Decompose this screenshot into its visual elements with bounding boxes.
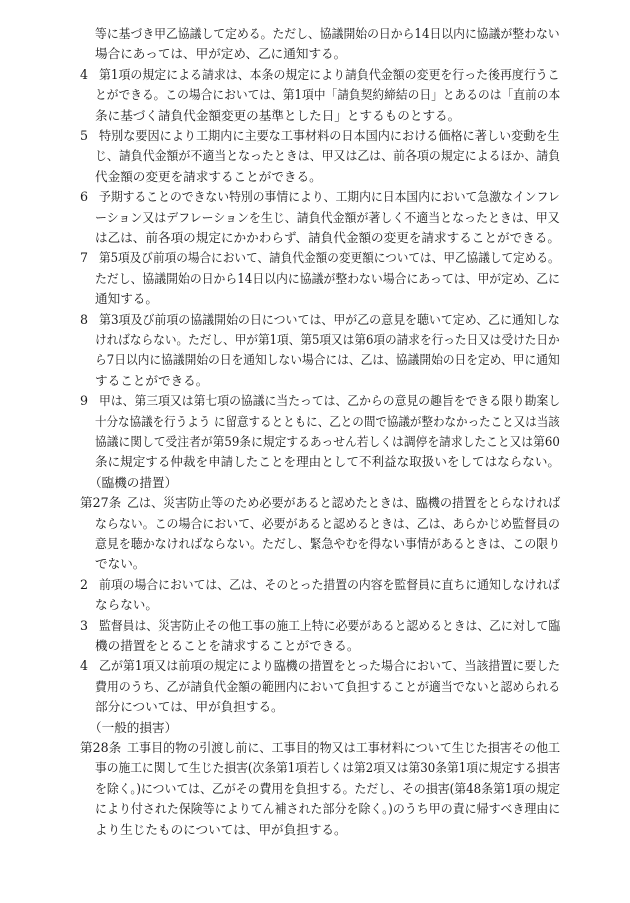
paragraph-number: 2 [80, 576, 89, 592]
text-line: 十分な協議を行うよう に留意するとともに、乙との間で協議が整わなかったこと又は当該 [95, 413, 560, 429]
text-line: 機の措置をとることを請求することができる。 [95, 638, 360, 653]
text-line: 予期することのできない特別の事情により、工期内に日本国内において急激なインフレ [99, 189, 560, 205]
text-line: 費用のうち、乙が請負代金額の範囲内において負担することが適当でないと認められる [95, 678, 561, 694]
text-line: により付された保険等によりてん補された部分を除く。)のうち甲の責に帰すべき理由に [95, 801, 561, 817]
text-line: じ、請負代金額が不適当となったときは、甲又は乙は、前各項の規定によるほか、請負 [95, 148, 561, 164]
text-line: ら7日以内に協議開始の日を通知しない場合には、乙は、協議開始の日を定め、甲に通知 [95, 352, 560, 368]
paragraph-number: 6 [80, 189, 89, 205]
text-line: 意見を聴かなければならない。ただし、緊急やむを得ない事情があるときは、この限り [95, 536, 561, 551]
paragraph-number: 5 [80, 128, 89, 143]
text-line: を除く。)については、乙がその費用を負担する。ただし、その損害(第48条第1項の規定 [95, 780, 561, 796]
text-line: 条に規定する仲裁を申請したことを理由として不利益な取扱いをしてはならない。 [95, 454, 560, 470]
text-line: 甲は、第三項又は第七項の協議に当たっては、乙からの意見の趣旨をできる限り勘案し [99, 393, 561, 409]
text-line: ただし、協議開始の日から14日以内に協議が整わない場合にあっては、甲が定め、乙に [95, 270, 560, 286]
text-line: 等に基づき甲乙協議して定める。ただし、協議開始の日から14日以内に協議が整わない [95, 26, 560, 41]
text-line: より生じたものについては、甲が負担する。 [95, 821, 347, 837]
text-line: 代金額の変更を請求することができる。 [95, 168, 322, 184]
article-heading: （一般的損害） [89, 719, 178, 735]
article-label: 第28条 [80, 740, 122, 755]
text-line: 乙が第1項又は前項の規定により臨機の措置をとった場合において、当該措置に要した [99, 658, 561, 674]
text-line: でない。 [95, 556, 146, 572]
text-line: 特別な要因により工期内に主要な工事材料の日本国内における価格に著しい変動を生 [99, 128, 560, 143]
article-label: 第27条 [80, 495, 122, 511]
text-line: ければならない。ただし、甲が第1項、第5項又は第6項の請求を行った日又は受けた日か [95, 332, 560, 347]
text-line: は乙は、前各項の規定にかかわらず、請負代金額の変更を請求することができる。 [95, 230, 560, 245]
paragraph-number: 3 [80, 617, 89, 633]
text-line: 部分については、甲が負担する。 [95, 699, 284, 715]
text-line: 工事目的物の引渡し前に、工事目的物又は工事材料について生じた損害その他工 [127, 740, 561, 755]
text-line: 事の施工に関して生じた損害(次条第1項若しくは第2項又は第30条第1項に規定する損害 [95, 760, 561, 776]
text-line: 乙は、災害防止等のため必要があると認めたときは、臨機の措置をとらなければ [127, 495, 561, 511]
paragraph-number: 8 [80, 311, 89, 327]
paragraph-number: 4 [80, 658, 89, 674]
text-line: とができる。この場合においては、第1項中「請負契約締結の日」とあるのは「直前の本 [95, 87, 561, 103]
text-line: 第5項及び前項の場合において、請負代金額の変更額については、甲乙協議して定める。 [99, 250, 560, 266]
text-line: ならない。 [95, 597, 158, 613]
text-line: 条に基づく請負代金額変更の基準とした日」とするものとする。 [95, 107, 461, 123]
text-line: することができる。 [95, 372, 209, 388]
text-line: 場合にあっては、甲が定め、乙に通知する。 [95, 46, 347, 62]
text-line: ーション又はデフレーションを生じ、請負代金額が著しく不適当となったときは、甲又 [95, 209, 560, 225]
text-line: 前項の場合においては、乙は、そのとった措置の内容を監督員に直ちに通知しなければ [99, 576, 560, 592]
text-line: 第1項の規定による請求は、本条の規定により請負代金額の変更を行った後再度行うこ [99, 66, 560, 82]
text-line: ならない。この場合において、必要があると認めるときは、乙は、あらかじめ監督員の [95, 515, 560, 531]
article-heading: （臨機の措置） [89, 474, 178, 490]
paragraph-number: 9 [80, 393, 89, 409]
paragraph-number: 7 [80, 250, 89, 266]
text-line: 第3項及び前項の協議開始の日については、甲が乙の意見を聴いて定め、乙に通知しな [99, 311, 560, 327]
text-line: 協議に関して受注者が第59条に規定するあっせん若しくは調停を請求したこと又は第60 [95, 434, 560, 449]
text-line: 通知する。 [95, 291, 158, 307]
text-line: 監督員は、災害防止その他工事の施工上特に必要があると認めるときは、乙に対して臨 [99, 617, 561, 633]
paragraph-number: 4 [80, 66, 89, 82]
